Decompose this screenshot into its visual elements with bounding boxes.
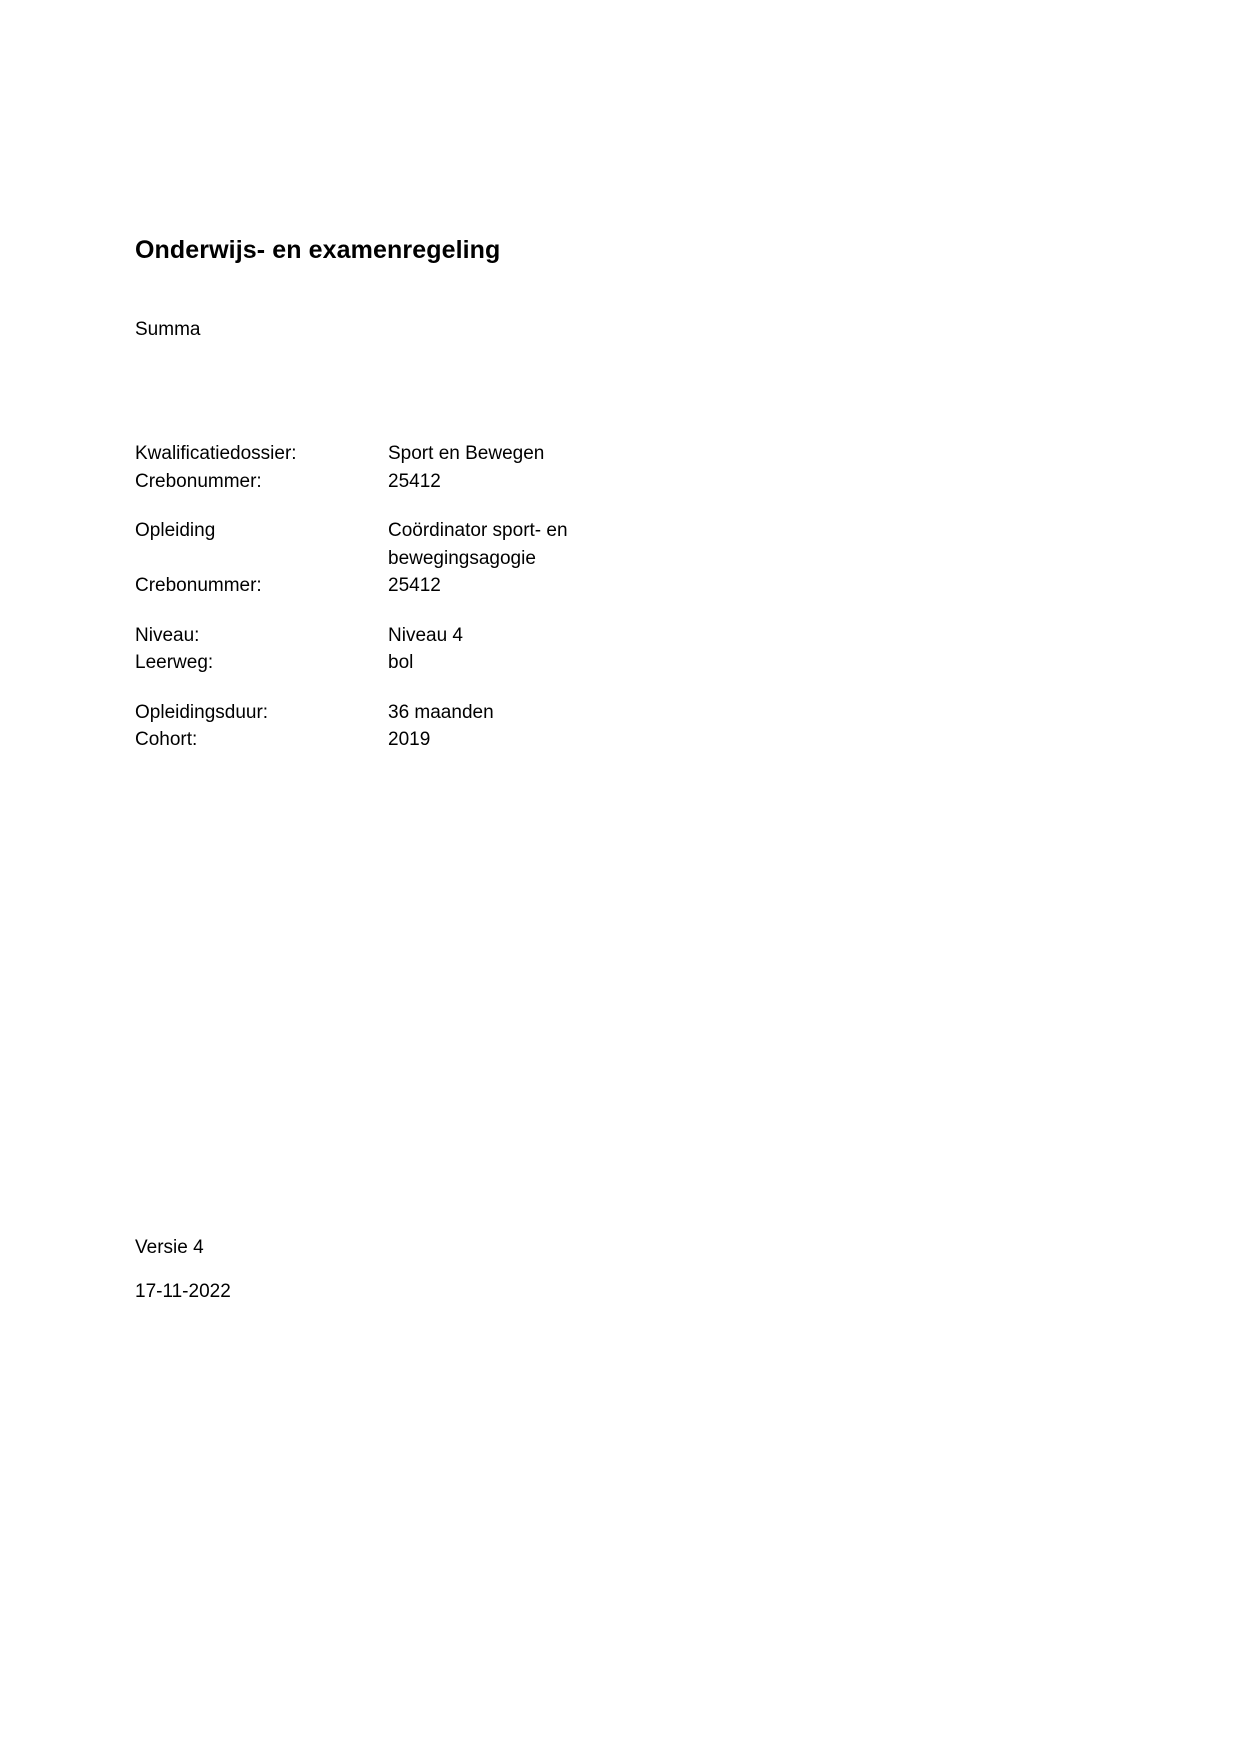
metadata-row <box>135 649 755 677</box>
organization-name: Summa <box>135 319 201 340</box>
metadata-label: Leerweg: <box>135 652 214 674</box>
metadata-row <box>135 440 755 468</box>
metadata-value: Sport en Bewegen <box>388 443 545 464</box>
metadata-label: Crebonummer: <box>135 575 262 597</box>
metadata-row <box>135 622 755 650</box>
metadata-group <box>135 517 755 600</box>
metadata-row <box>135 572 755 600</box>
metadata-value: bol <box>388 652 414 674</box>
version-label: Versie 4 <box>135 1237 204 1258</box>
metadata-block <box>135 440 755 776</box>
metadata-label: Kwalificatiedossier: <box>135 443 297 464</box>
metadata-value: 25412 <box>388 470 441 492</box>
metadata-group <box>135 699 755 754</box>
metadata-label: Crebonummer: <box>135 470 262 492</box>
metadata-row <box>135 517 755 572</box>
metadata-row <box>135 699 755 727</box>
metadata-label: Opleiding <box>135 520 216 542</box>
metadata-row <box>135 726 755 754</box>
metadata-group <box>135 440 755 495</box>
date-label: 17-11-2022 <box>135 1280 231 1302</box>
document-footer <box>135 1235 231 1304</box>
metadata-row <box>135 468 755 496</box>
metadata-value: 25412 <box>388 575 441 597</box>
metadata-value: 2019 <box>388 729 431 751</box>
metadata-group <box>135 622 755 677</box>
metadata-value: 36 maanden <box>388 701 494 723</box>
metadata-label: Cohort: <box>135 729 198 751</box>
metadata-label: Niveau: <box>135 624 200 646</box>
metadata-value: Niveau 4 <box>388 624 463 646</box>
metadata-label: Opleidingsduur: <box>135 701 269 723</box>
metadata-value: Coördinator sport- en bewegingsagogie <box>388 520 568 569</box>
page-title: Onderwijs- en examenregeling <box>135 235 501 264</box>
